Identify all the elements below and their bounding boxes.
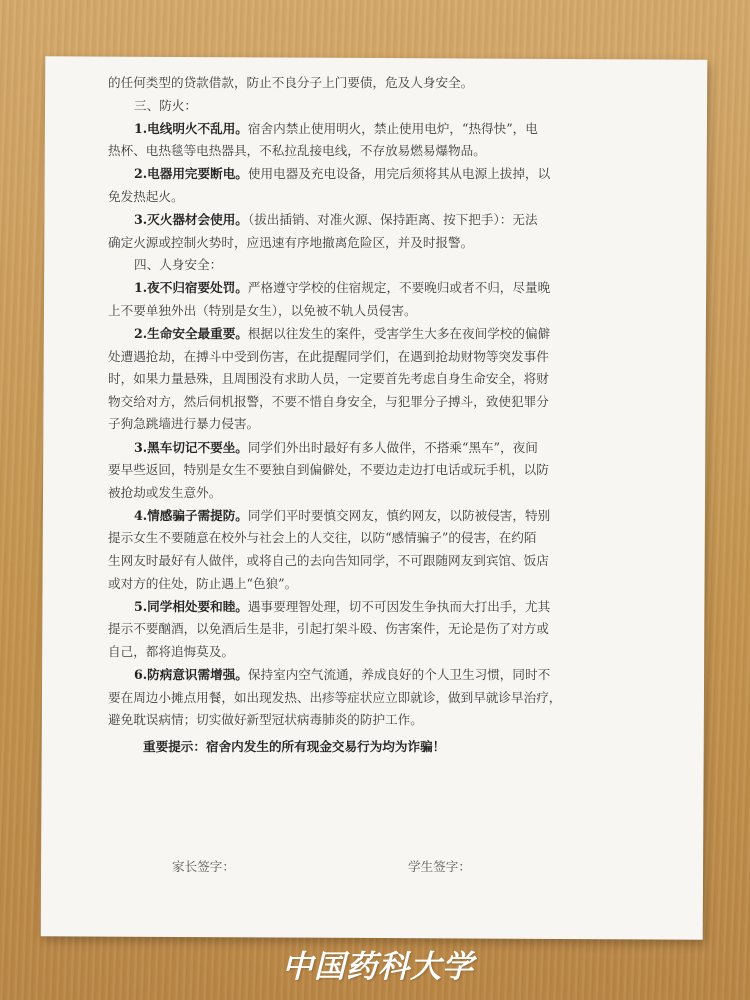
safety-item-4-line-3: 生网友时最好有人做伴，或将自己的去向告知同学，不可跟随网友到宾馆、饭店 bbox=[108, 552, 549, 568]
safety-item-6-line-1: 保持室内空气流通，养成良好的个人卫生习惯，同时不 bbox=[247, 666, 551, 682]
fire-item-3-line-1: （拔出插销、对准火源、保持距离、按下把手）：无法 bbox=[247, 212, 538, 228]
safety-item-2 bbox=[108, 323, 600, 436]
student-signature-label: 学生签字： bbox=[408, 859, 471, 874]
fire-item-2-line-1: 使用电器及充电设备，用完后须将其从电源上拔掉，以 bbox=[247, 166, 551, 182]
safety-item-5-line-1: 遇事要理智处理，切不可因发生争执而大打出手，尤其 bbox=[247, 598, 551, 614]
safety-item-3-line-2: 要早些返回，特别是女生不要独自到偏僻处，不要边走边打电话或玩手机，以防 bbox=[108, 462, 549, 478]
university-watermark-logo: 中国药科大学 bbox=[282, 949, 474, 985]
safety-item-2-line-1: 根据以往发生的案件，受害学生大多在夜间学校的偏僻 bbox=[247, 326, 551, 342]
safety-item-4-title: 4.情感骗子需提防。 bbox=[134, 507, 248, 523]
fire-item-1 bbox=[108, 118, 600, 163]
fire-item-3-title: 3.灭火器材会使用。 bbox=[134, 212, 248, 228]
safety-item-3-title: 3.黑车切记不要坐。 bbox=[134, 439, 248, 455]
safety-item-5-title: 5.同学相处要和睦。 bbox=[134, 598, 248, 614]
safety-item-3-line-1: 同学们外出时最好有多人做伴，不搭乘“黑车”，夜间 bbox=[247, 439, 538, 455]
safety-item-1 bbox=[108, 277, 600, 322]
fire-item-1-line-2: 热杯、电热毯等电热器具，不私拉乱接电线，不存放易燃易爆物品。 bbox=[108, 143, 486, 159]
fire-item-3 bbox=[108, 209, 600, 254]
safety-item-2-line-5: 子狗急跳墙进行暴力侵害。 bbox=[108, 416, 260, 432]
safety-item-5-line-2: 提示不要酗酒，以免酒后生是非，引起打架斗殴、伤害案件，无论是伤了对方或 bbox=[108, 621, 549, 637]
safety-item-4-line-4: 或对方的住处，防止遇上“色狼”。 bbox=[108, 575, 298, 591]
safety-item-2-title: 2.生命安全最重要。 bbox=[134, 326, 248, 342]
safety-item-6-line-3: 避免耽误病情；切实做好新型冠状病毒肺炎的防护工作。 bbox=[108, 712, 423, 728]
intro-line: 的任何类型的贷款借款，防止不良分子上门要债，危及人身安全。 bbox=[108, 75, 474, 90]
safety-item-6-line-2: 要在周边小摊点用餐，如出现发热、出疹等症状应立即就诊，做到早就诊早治疗， bbox=[108, 689, 562, 705]
section-fire-heading: 三、防火： bbox=[134, 97, 197, 113]
fire-item-2-line-2: 免发热起火。 bbox=[108, 188, 184, 204]
safety-item-3-line-3: 被抢劫或发生意外。 bbox=[108, 484, 222, 500]
safety-item-4-line-2: 提示女生不要随意在校外与社会上的人交往，以防“感情骗子”的侵害，在约陌 bbox=[108, 530, 537, 546]
safety-item-2-line-3: 时，如果力量悬殊，且周围没有求助人员，一定要首先考虑自身生命安全，将财 bbox=[108, 371, 549, 387]
safety-item-3 bbox=[108, 437, 600, 505]
important-notice: 重要提示：宿舍内发生的所有现金交易行为均为诈骗！ bbox=[143, 738, 446, 754]
safety-item-1-line-2: 上不要单独外出（特别是女生），以免被不轨人员侵害。 bbox=[108, 302, 417, 318]
safety-item-2-line-2: 处遭遇抢劫，在搏斗中受到伤害，在此提醒同学们，在遇到抢劫财物等突发事件 bbox=[108, 348, 549, 364]
parent-signature-label: 家长签字： bbox=[172, 859, 235, 874]
safety-item-5 bbox=[108, 596, 600, 664]
fire-item-2 bbox=[108, 163, 600, 208]
fire-item-3-line-2: 确定火源或控制火势时，应迅速有序地撤离危险区，并及时报警。 bbox=[108, 234, 474, 250]
safety-item-6 bbox=[108, 664, 600, 732]
fire-item-2-title: 2.电器用完要断电。 bbox=[134, 166, 248, 182]
safety-item-6-title: 6.防病意识需增强。 bbox=[134, 666, 248, 682]
safety-item-1-line-1: 严格遵守学校的住宿规定，不要晚归或者不归，尽量晚 bbox=[247, 280, 551, 296]
safety-item-4 bbox=[108, 505, 600, 595]
safety-item-5-line-3: 自己，都将追悔莫及。 bbox=[108, 643, 234, 659]
document-body bbox=[108, 72, 600, 758]
safety-item-4-line-1: 同学们平时要慎交网友，慎约网友，以防被侵害，特别 bbox=[247, 507, 551, 523]
section-safety-heading: 四、人身安全： bbox=[134, 257, 223, 273]
fire-item-1-title: 1.电线明火不乱用。 bbox=[134, 120, 248, 136]
safety-item-2-line-4: 物交给对方，然后伺机报警，不要不惜自身安全，与犯罪分子搏斗，致使犯罪分 bbox=[108, 393, 549, 409]
safety-item-1-title: 1.夜不归宿要处罚。 bbox=[134, 280, 248, 296]
fire-item-1-line-1: 宿舍内禁止使用明火，禁止使用电炉，“热得快”，电 bbox=[247, 120, 538, 136]
